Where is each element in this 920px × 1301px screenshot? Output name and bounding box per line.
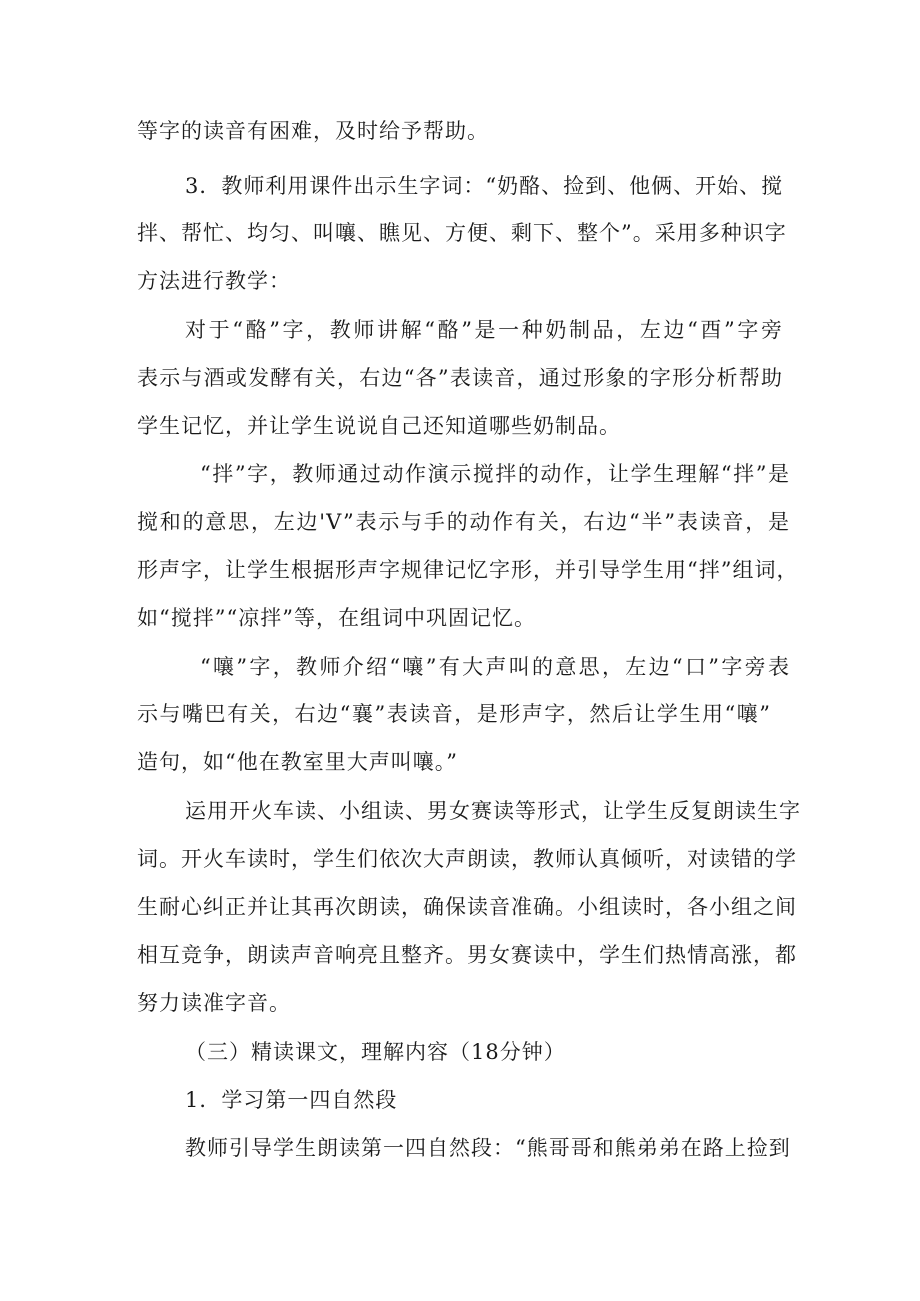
text-line: 对于“酪”字，教师讲解“酪”是一种奶制品，左边“酉”字旁 bbox=[185, 318, 783, 342]
text-line: “嚷”字，教师介绍“嚷”有大声叫的意思，左边“口”字旁表 bbox=[200, 655, 790, 679]
text-line: 等字的读音有困难，及时给予帮助。 bbox=[137, 119, 489, 143]
text-line: 学生记忆，并让学生说说自己还知道哪些奶制品。 bbox=[137, 414, 621, 438]
text-line: 搅和的意思，左边'V”表示与手的动作有关，右边“半”表读音，是 bbox=[137, 510, 790, 534]
text-line: 教师引导学生朗读第一四自然段：“熊哥哥和熊弟弟在路上捡到 bbox=[185, 1136, 791, 1160]
text-line: 形声字，让学生根据形声字规律记忆字形，并引导学生用“拌”组词， bbox=[137, 558, 799, 582]
text-line: 词。开火车读时，学生们依次大声朗读，教师认真倾听，对读错的学 bbox=[137, 847, 797, 871]
text-line: 生耐心纠正并让其再次朗读，确保读音准确。小组读时，各小组之间 bbox=[137, 895, 797, 919]
text-line: 如“搅拌”“凉拌”等，在组词中巩固记忆。 bbox=[137, 606, 536, 630]
text-line: 示与嘴巴有关，右边“襄”表读音，是形声字，然后让学生用“嚷” bbox=[137, 702, 771, 726]
text-line: 运用开火车读、小组读、男女赛读等形式，让学生反复朗读生字 bbox=[185, 799, 801, 823]
text-line: 相互竞争，朗读声音响亮且整齐。男女赛读中，学生们热情高涨，都 bbox=[137, 943, 797, 967]
text-line: “拌”字，教师通过动作演示搅拌的动作，让学生理解“拌”是 bbox=[200, 462, 790, 486]
text-line: 表示与酒或发酵有关，右边“各”表读音，通过形象的字形分析帮助 bbox=[137, 366, 783, 390]
text-line: 方法进行教学： bbox=[137, 269, 291, 293]
text-line: 努力读准字音。 bbox=[137, 991, 291, 1015]
section-heading: （三）精读课文，理解内容（18分钟） bbox=[185, 1040, 566, 1064]
text-line: 拌、帮忙、均匀、叫嚷、瞧见、方便、剩下、整个”。采用多种识字 bbox=[137, 221, 787, 245]
text-line: 3．教师利用课件出示生字词：“奶酪、捡到、他俩、开始、搅 bbox=[185, 174, 784, 198]
subsection-heading: 1．学习第一四自然段 bbox=[185, 1088, 398, 1112]
text-line: 造句，如“他在教室里大声叫嚷。” bbox=[137, 750, 458, 774]
